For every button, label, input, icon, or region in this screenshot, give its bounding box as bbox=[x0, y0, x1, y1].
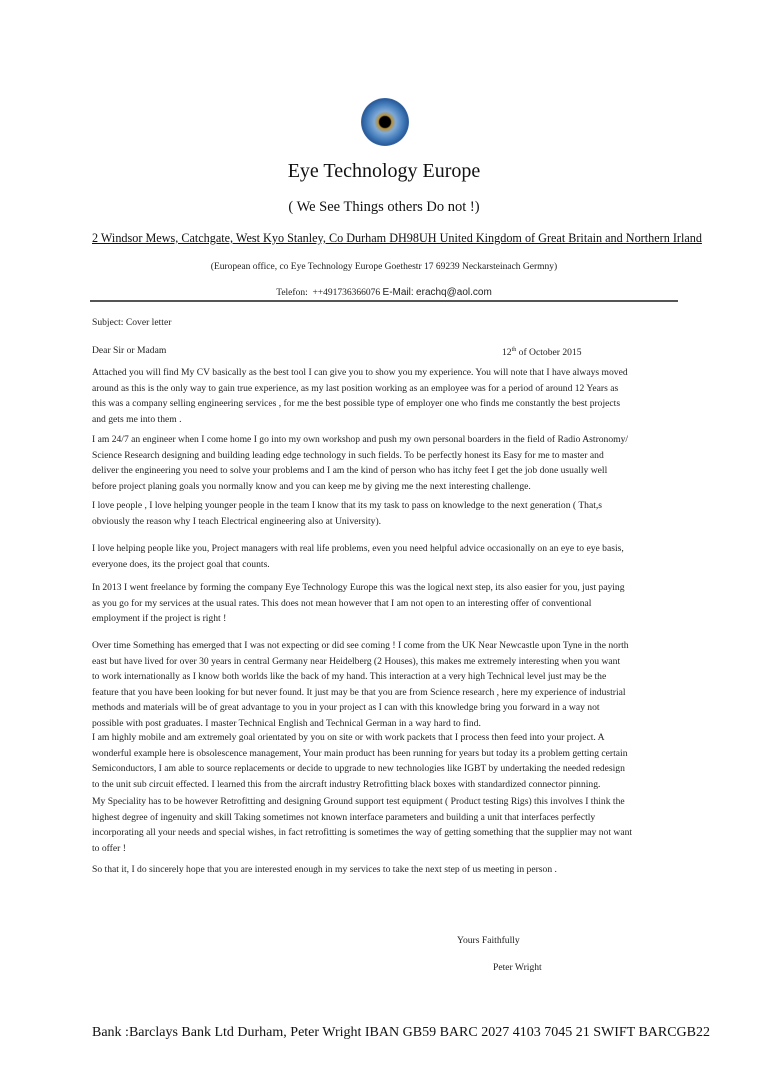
paragraph-line: I am 24/7 an engineer when I come home I go into my own workshop and push my own personal boarders in the field of Radio Astronomy/ bbox=[92, 434, 629, 445]
contact-line bbox=[0, 287, 768, 298]
paragraph-line: In 2013 I went freelance by forming the company Eye Technology Europe this was the logical next step, its also easier for you, just paying bbox=[92, 582, 625, 593]
company-name: Eye Technology Europe bbox=[287, 160, 481, 182]
paragraph-line: employment if the project is right ! bbox=[92, 613, 227, 625]
paragraph-line: methods and materials will be of great advantage to you in your project as I can with this knowledge bring you forward in a way not bbox=[92, 702, 600, 714]
email-label: E-Mail: bbox=[382, 287, 414, 298]
tagline: ( We See Things others Do not !) bbox=[288, 199, 480, 215]
paragraph-line: to offer ! bbox=[92, 842, 126, 854]
paragraph-line: and gets me into them . bbox=[92, 413, 182, 425]
bank-details: Bank :Barclays Bank Ltd Durham, Peter Wright IBAN GB59 BARC 2027 4103 7045 21 SWIFT BARCGB22 bbox=[92, 1025, 711, 1040]
paragraph-line: I love helping people like you, Project managers with real life problems, even you need helpful advice occasionally on an eye to eye basis, bbox=[92, 543, 624, 554]
paragraph-line: incorporating all your needs and special wishes, in fact retrofitting is sometimes the way of getting something that the supplier may not want bbox=[92, 827, 633, 839]
email[interactable]: erachq@aol.com bbox=[416, 287, 492, 298]
date-rest: of October 2015 bbox=[516, 347, 582, 359]
paragraph-line: possible with post graduates. I master Technical English and Technical German in a way hard to find. bbox=[92, 718, 481, 729]
european-office: (European office, co Eye Technology Europe Goethestr 17 69239 Neckarsteinach Germny) bbox=[210, 262, 558, 272]
letter-date bbox=[502, 343, 582, 361]
paragraph-line: to work internationally as I know both worlds like the back of my hand. This interaction at a very high Technical level just may be the bbox=[92, 671, 607, 683]
paragraph-line: Attached you will find My CV basically as the best tool I can give you to show you my experience. You will note that I have always moved bbox=[92, 367, 628, 378]
paragraph-line: as you go for my services at the usual rates. This does not mean however that I am not open to an interesting offer of conventional bbox=[92, 597, 592, 609]
paragraph-line: this was a company selling engineering services , for me the best possible type of employer one who finds me constantly the best projects bbox=[92, 398, 621, 410]
paragraph-line: everyone does, its the project goal that counts. bbox=[92, 558, 270, 570]
paragraph-line: to the unit sub circuit effected. I learned this from the aircraft industry Retrofitting black boxes with standardized connector pinning. bbox=[92, 778, 601, 790]
salutation: Dear Sir or Madam bbox=[92, 345, 167, 356]
paragraph-line: My Speciality has to be however Retrofitting and designing Ground support test equipment ( Product testing Rigs) this involves I think the bbox=[92, 796, 625, 807]
paragraph-line: wonderful example here is obsolescence management, Your main product has been running for years but today its a problem getting certain bbox=[92, 747, 628, 759]
paragraph-line: I am highly mobile and am extremely goal orientated by you on site or with work packets that I process then feed into your project. A bbox=[92, 732, 605, 743]
subject: Subject: Cover letter bbox=[92, 317, 172, 328]
paragraph-line: before project planing goals you normally know and you can keep me by giving me the next interesting challenge. bbox=[92, 480, 531, 492]
closing: Yours Faithfully bbox=[457, 935, 520, 946]
paragraph-line: deliver the engineering you need to solve your problems and I am the kind of person who has itchy feet I get the job done usually well bbox=[92, 465, 608, 477]
paragraph-line: I love people , I love helping younger people in the team I know that its my task to pass on knowledge to the next generation ( That,s bbox=[92, 500, 603, 511]
signature: Peter Wright bbox=[493, 962, 542, 973]
paragraph-line: Science Research designing and building leading edge technology in such fields. To be perfectly honest its Easy for me to master and bbox=[92, 449, 604, 461]
date-suffix: th bbox=[511, 347, 517, 353]
address: 2 Windsor Mews, Catchgate, West Kyo Stanley, Co Durham DH98UH United Kingdom of Great Britain and Northern Irland bbox=[92, 231, 702, 245]
paragraph-line: highest degree of ingenuity and skill Taking sometimes not known interface parameters and building a unit that interfaces perfectly bbox=[92, 811, 596, 823]
paragraph-line: obviously the reason why I teach Electrical engineering also at University). bbox=[92, 515, 382, 527]
paragraph-line: Semiconductors, I am able to source replacements or decide to upgrade to new technologies like IGBT by undertaking the needed redesign bbox=[92, 763, 625, 775]
eye-logo-icon bbox=[361, 98, 409, 146]
paragraph-line: feature that you have been looking for but never found. It just may be that you are from Science research , here my experience of industrial bbox=[92, 686, 626, 698]
telefon: ++491736366076 bbox=[312, 288, 381, 298]
paragraph-line: around as this is the only way to gain true experience, as my last position working as an employee was for a period of around 12 Years as bbox=[92, 382, 619, 394]
telefon-label: Telefon: bbox=[276, 288, 308, 298]
date-day: 12 bbox=[502, 347, 512, 359]
paragraph-line: So that it, I do sincerely hope that you are interested enough in my services to take the next step of us meeting in person . bbox=[92, 864, 557, 875]
header-divider bbox=[90, 300, 678, 302]
paragraph-line: Over time Something has emerged that I was not expecting or did see coming ! I come from the UK Near Newcastle upon Tyne in the north bbox=[92, 640, 629, 651]
paragraph-line: east but have lived for over 30 years in central Germany near Heidelberg (2 Houses), this makes me extremely interesting when you want bbox=[92, 655, 621, 667]
